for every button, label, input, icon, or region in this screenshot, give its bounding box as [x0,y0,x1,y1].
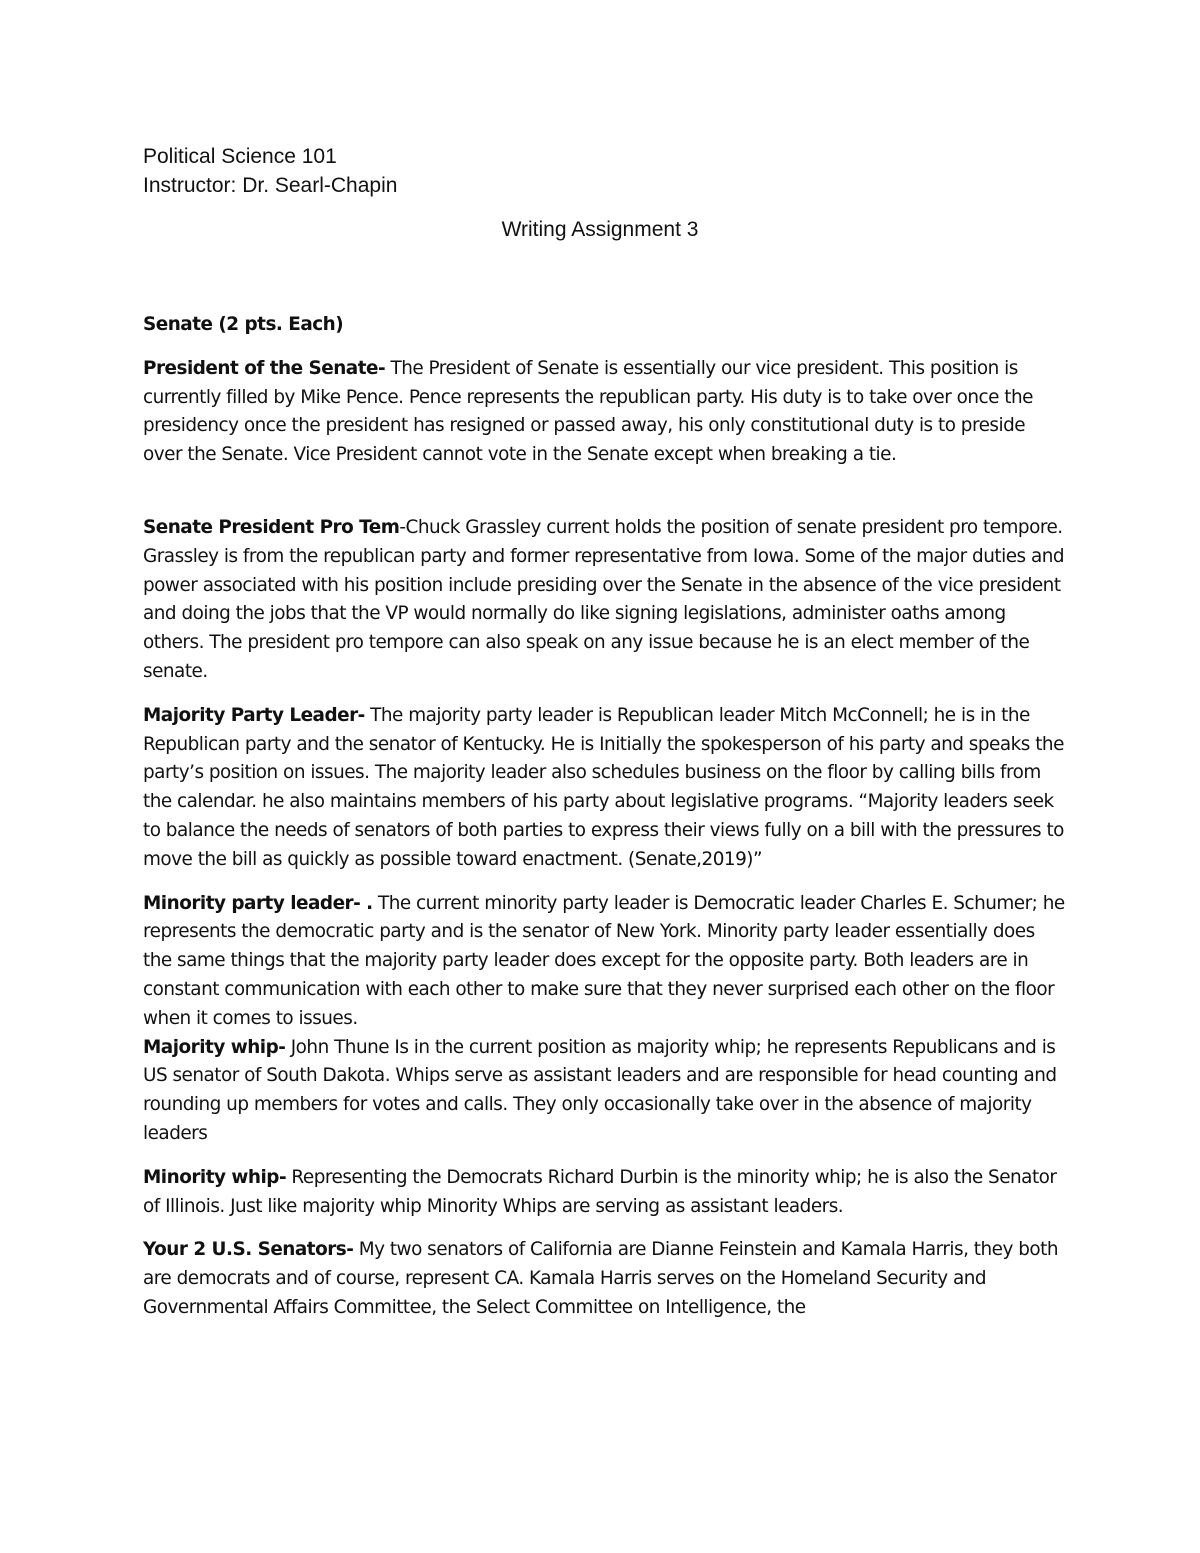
entry-text: The current minority party leader is Democratic leader Charles E. Schumer; he represents the democratic party and is the senator of New York. Minority party leader essentially does the same things that the majority party leader does except for the opposite party. Both leaders are in constant communication with each other to make sure that they never surprised each other on the floor when it comes to issues. [143,892,1065,1029]
entry-majority-whip [143,1034,1068,1149]
entry-term: President of the Senate- [143,357,386,379]
entry-your-senators [143,1236,1068,1322]
entry-term: Your 2 U.S. Senators- [143,1239,354,1261]
entry-text: The President of Senate is essentially our vice president. This position is currently filled by Mike Pence. Pence represents the republican party. His duty is to take over once the presidency once the president has resigned or passed away, his only constitutional duty is to preside over the Senate. Vice President cannot vote in the Senate except when breaking a tie. [143,357,1033,466]
entry-term: Senate President Pro Tem [143,516,400,538]
entry-term: Majority whip- [143,1036,286,1058]
instructor-name: Instructor: Dr. Searl-Chapin [143,174,398,197]
document-header [143,142,397,200]
entry-text: The majority party leader is Republican leader Mitch McConnell; he is in the Republican party and the senator of Kentucky. He is Initially the spokesperson of his party and speaks the party’s position on issues. The majority leader also schedules business on the floor by calling bills from the calendar. he also maintains members of his party about legislative programs. “Majority leaders seek to balance the needs of senators of both parties to express their views fully on a bill with the pressures to move the bill as quickly as possible toward enactment. (Senate,2019)” [143,704,1064,870]
entry-term: Minority party leader- . [143,892,373,914]
section-heading: Senate (2 pts. Each) [143,314,344,335]
entry-majority-leader [143,702,1068,875]
entry-term: Majority Party Leader- [143,704,365,726]
entry-minority-leader [143,890,1068,1034]
entry-minority-whip [143,1164,1068,1222]
entry-president-pro-tem [143,514,1068,687]
document-body [143,311,1068,1338]
document-title: Writing Assignment 3 [501,218,699,241]
entry-term: Minority whip- [143,1166,287,1188]
entry-text: John Thune Is in the current position as majority whip; he represents Republicans and is US senator of South Dakota. Whips serve as assistant leaders and are responsible for head counting and rounding up members for votes and calls. They only occasionally take over in the absence of majority leaders [143,1036,1057,1144]
entry-president-of-senate [143,355,1068,470]
entry-text: My two senators of California are Dianne Feinstein and Kamala Harris, they both are democrats and of course, represent CA. Kamala Harris serves on the Homeland Security and Governmental Affairs Committee, the Select Committee on Intelligence, the [143,1239,1059,1318]
entry-text: -Chuck Grassley current holds the position of senate president pro tempore. Grassley is from the republican party and former representative from Iowa. Some of the major duties and power associated with his position include presiding over the Senate in the absence of the vice president and doing the jobs that the VP would normally do like signing legislations, administer oaths among others. The president pro tempore can also speak on any issue because he is an elect member of the senate. [143,516,1065,682]
entry-text: Representing the Democrats Richard Durbin is the minority whip; he is also the Senator of Illinois. Just like majority whip Minority Whips are serving as assistant leaders. [143,1166,1057,1217]
course-name: Political Science 101 [143,145,337,168]
